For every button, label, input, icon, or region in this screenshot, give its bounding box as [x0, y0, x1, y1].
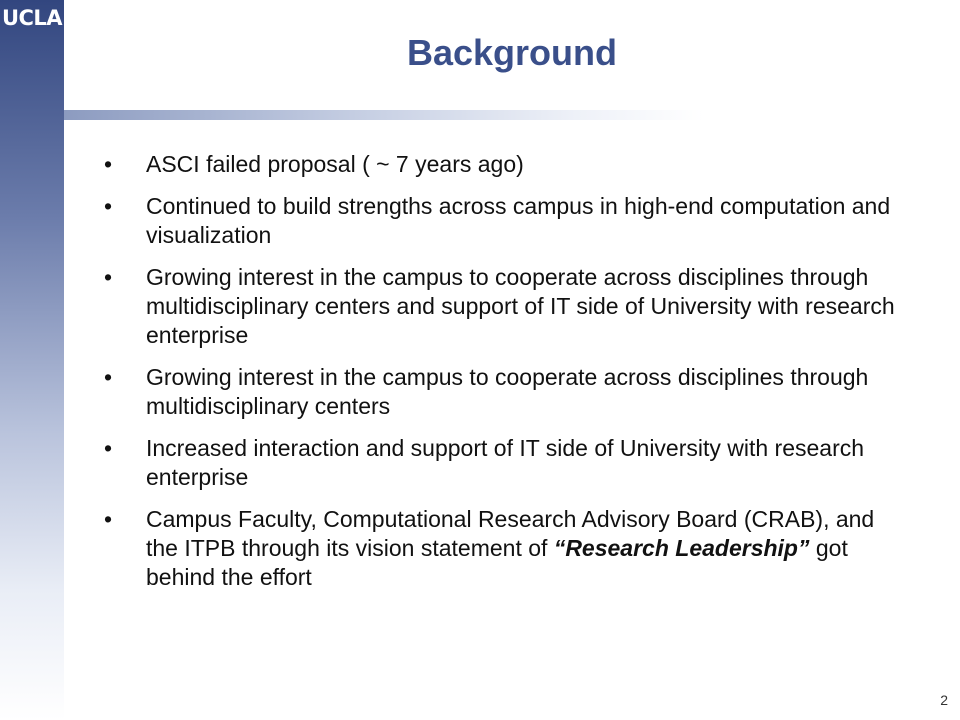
sidebar-band	[0, 0, 64, 720]
bullet-item	[104, 263, 904, 350]
bullet-text: Increased interaction and support of IT side of University with research enterprise	[146, 435, 865, 490]
bullet-text: Campus Faculty, Computational Research Advisory Board (CRAB), and the ITPB through its vision statement of	[146, 506, 875, 561]
bullet-dot-icon: •	[104, 364, 113, 390]
bullet-text: Growing interest in the campus to cooperate across disciplines through multidisciplinary centers	[146, 364, 869, 419]
title-underline-bar	[64, 110, 704, 120]
bullet-text: ASCI failed proposal ( ~ 7 years ago)	[146, 151, 524, 177]
bullet-list	[104, 150, 904, 605]
bullet-dot-icon: •	[104, 435, 113, 461]
bullet-item	[104, 150, 904, 179]
bullet-item	[104, 434, 904, 492]
bullet-emphasis: “Research Leadership”	[553, 535, 810, 561]
page-number: 2	[940, 692, 948, 708]
bullet-text: got behind the effort	[146, 535, 848, 590]
bullet-text: Continued to build strengths across campus in high-end computation and visualization	[146, 193, 891, 248]
bullet-item	[104, 192, 904, 250]
bullet-dot-icon: •	[104, 506, 113, 532]
bullet-dot-icon: •	[104, 264, 113, 290]
bullet-text: Growing interest in the campus to cooperate across disciplines through multidisciplinary centers and support of IT side of University with research enterprise	[146, 264, 895, 348]
bullet-item	[104, 505, 904, 592]
ucla-logo: UCLA	[1, 6, 63, 30]
bullet-item	[104, 363, 904, 421]
slide-title: Background	[406, 32, 618, 73]
bullet-dot-icon: •	[104, 151, 113, 177]
bullet-dot-icon: •	[104, 193, 113, 219]
